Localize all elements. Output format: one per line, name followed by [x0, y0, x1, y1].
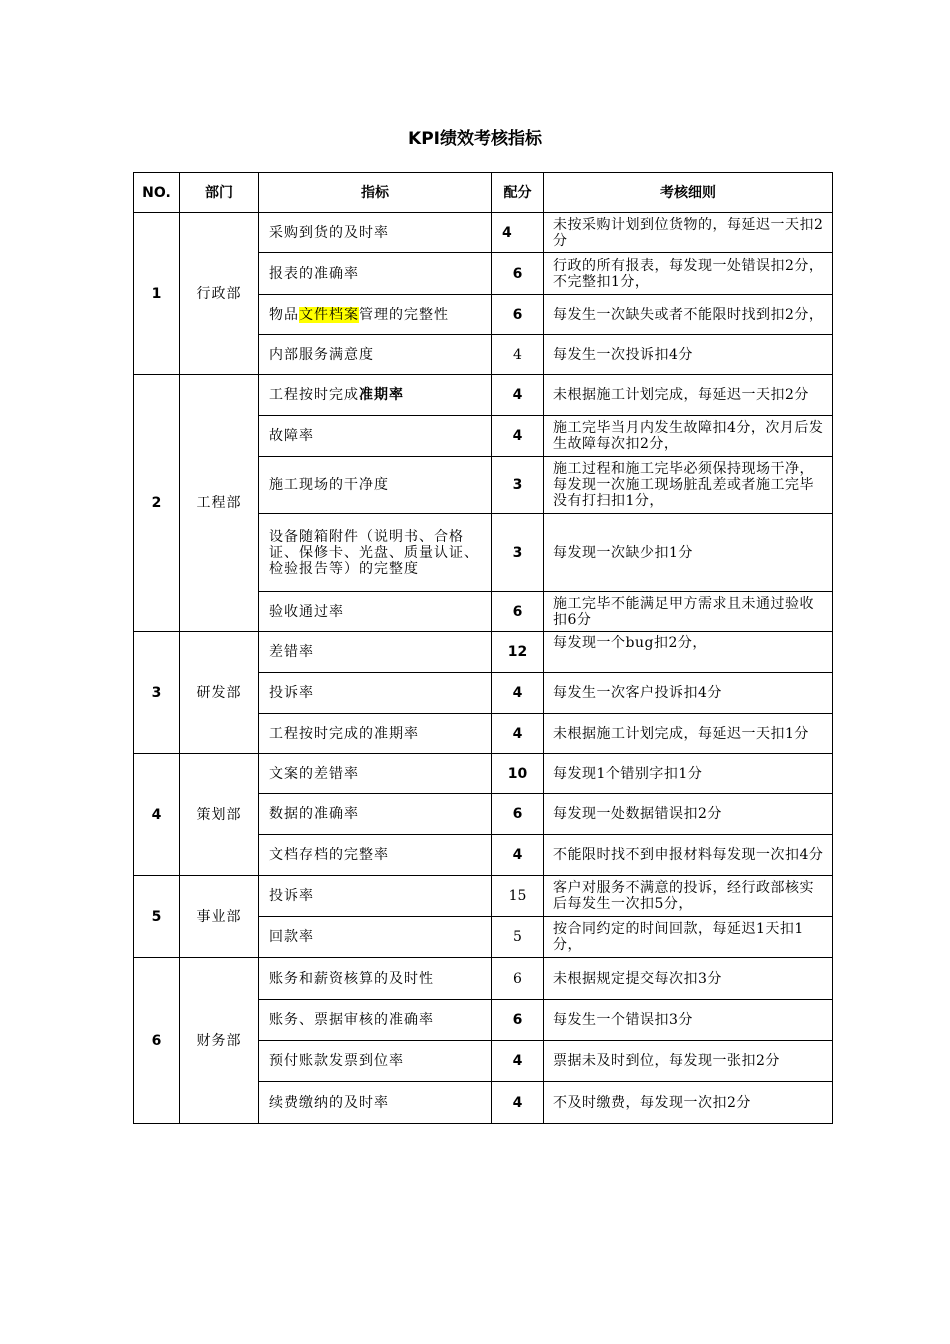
indicator-cell: 设备随箱附件（说明书、合格证、保修卡、光盘、质量认证、检验报告等）的完整度: [259, 514, 492, 592]
detail-cell: 施工完毕当月内发生故障扣4分，次月后发生故障每次扣2分，: [544, 416, 833, 457]
score-cell: 15: [492, 876, 544, 917]
indicator-cell: 文档存档的完整率: [259, 835, 492, 876]
indicator-cell: 工程按时完成的准期率: [259, 714, 492, 754]
indicator-text-pre: 工程按时完成: [269, 387, 359, 403]
detail-cell: 每发生一次投诉扣4分: [544, 335, 833, 375]
detail-cell: 每发生一次缺失或者不能限时找到扣2分，: [544, 295, 833, 335]
header-dept: 部门: [180, 173, 259, 213]
table-row: [134, 958, 833, 1000]
score-cell: 4: [492, 673, 544, 714]
detail-cell: 施工完毕不能满足甲方需求且未通过验收扣6分: [544, 592, 833, 632]
detail-cell: 施工过程和施工完毕必须保持现场干净，每发现一次施工现场脏乱差或者施工完毕没有打扫扣1分，: [544, 457, 833, 514]
header-detail: 考核细则: [544, 173, 833, 213]
indicator-cell: 投诉率: [259, 673, 492, 714]
score-cell: 6: [492, 295, 544, 335]
group-number: 5: [134, 876, 180, 958]
group-number: 6: [134, 958, 180, 1124]
score-cell: 4: [492, 714, 544, 754]
indicator-cell: 投诉率: [259, 876, 492, 917]
indicator-cell: 数据的准确率: [259, 794, 492, 835]
group-number: 3: [134, 632, 180, 754]
indicator-cell: 验收通过率: [259, 592, 492, 632]
indicator-text-pre: 物品: [269, 306, 299, 323]
score-cell: 4: [492, 1082, 544, 1124]
department-name: 行政部: [180, 213, 259, 375]
indicator-cell: 账务、票据审核的准确率: [259, 1000, 492, 1041]
detail-cell: 不及时缴费，每发现一次扣2分: [544, 1082, 833, 1124]
detail-cell: 每发生一个错误扣3分: [544, 1000, 833, 1041]
indicator-cell: 采购到货的及时率: [259, 213, 492, 253]
score-cell: 6: [492, 1000, 544, 1041]
indicator-cell: 回款率: [259, 917, 492, 958]
indicator-cell: [259, 295, 492, 335]
indicator-cell: 续费缴纳的及时率: [259, 1082, 492, 1124]
department-name: 工程部: [180, 375, 259, 632]
detail-cell: 未根据规定提交每次扣3分: [544, 958, 833, 1000]
table-row: [134, 754, 833, 794]
header-indicator: 指标: [259, 173, 492, 213]
score-cell: 6: [492, 253, 544, 295]
score-cell: 3: [492, 457, 544, 514]
indicator-cell: 报表的准确率: [259, 253, 492, 295]
group-number: 2: [134, 375, 180, 632]
indicator-cell: 内部服务满意度: [259, 335, 492, 375]
detail-cell: 未按采购计划到位货物的，每延迟一天扣2分: [544, 213, 833, 253]
indicator-cell: 文案的差错率: [259, 754, 492, 794]
indicator-text-post: 管理的完整性: [359, 306, 449, 323]
department-name: 事业部: [180, 876, 259, 958]
score-cell: 6: [492, 958, 544, 1000]
score-cell: 4: [492, 375, 544, 416]
header-no: NO.: [134, 173, 180, 213]
indicator-cell: 故障率: [259, 416, 492, 457]
detail-cell: 每发现一处数据错误扣2分: [544, 794, 833, 835]
score-cell: 10: [492, 754, 544, 794]
highlighted-text: 文件档案: [299, 306, 359, 323]
page-title: KPI绩效考核指标: [408, 129, 542, 149]
table-row: [134, 213, 833, 253]
indicator-cell: [259, 375, 492, 416]
score-cell: 5: [492, 917, 544, 958]
group-number: 4: [134, 754, 180, 876]
department-name: 研发部: [180, 632, 259, 754]
score-cell: 6: [492, 794, 544, 835]
department-name: 策划部: [180, 754, 259, 876]
detail-cell: 未根据施工计划完成，每延迟一天扣2分: [544, 375, 833, 416]
detail-cell: 未根据施工计划完成，每延迟一天扣1分: [544, 714, 833, 754]
score-cell: 4: [492, 416, 544, 457]
detail-cell: 按合同约定的时间回款，每延迟1天扣1分，: [544, 917, 833, 958]
detail-cell: 每发现1个错别字扣1分: [544, 754, 833, 794]
detail-cell: 每发生一次客户投诉扣4分: [544, 673, 833, 714]
indicator-cell: 差错率: [259, 632, 492, 673]
table-row: [134, 632, 833, 673]
score-cell: 6: [492, 592, 544, 632]
indicator-cell: 施工现场的干净度: [259, 457, 492, 514]
kpi-table: [133, 172, 833, 1124]
indicator-text-bold: 准期率: [359, 387, 404, 403]
detail-cell: 行政的所有报表，每发现一处错误扣2分，不完整扣1分，: [544, 253, 833, 295]
indicator-cell: 账务和薪资核算的及时性: [259, 958, 492, 1000]
table-row: [134, 876, 833, 917]
detail-cell: 每发现一次缺少扣1分: [544, 514, 833, 592]
detail-cell: 每发现一个bug扣2分，: [544, 632, 833, 673]
header-score: 配分: [492, 173, 544, 213]
indicator-cell: 预付账款发票到位率: [259, 1041, 492, 1082]
table-header-row: [134, 173, 833, 213]
group-number: 1: [134, 213, 180, 375]
score-cell: 4: [492, 1041, 544, 1082]
score-cell: 4: [492, 835, 544, 876]
score-cell: 12: [492, 632, 544, 673]
score-cell: 4: [492, 213, 544, 253]
score-cell: 4: [492, 335, 544, 375]
detail-cell: 不能限时找不到申报材料每发现一次扣4分: [544, 835, 833, 876]
detail-cell: 客户对服务不满意的投诉，经行政部核实后每发生一次扣5分，: [544, 876, 833, 917]
department-name: 财务部: [180, 958, 259, 1124]
table-row: [134, 375, 833, 416]
detail-cell: 票据未及时到位，每发现一张扣2分: [544, 1041, 833, 1082]
score-cell: 3: [492, 514, 544, 592]
